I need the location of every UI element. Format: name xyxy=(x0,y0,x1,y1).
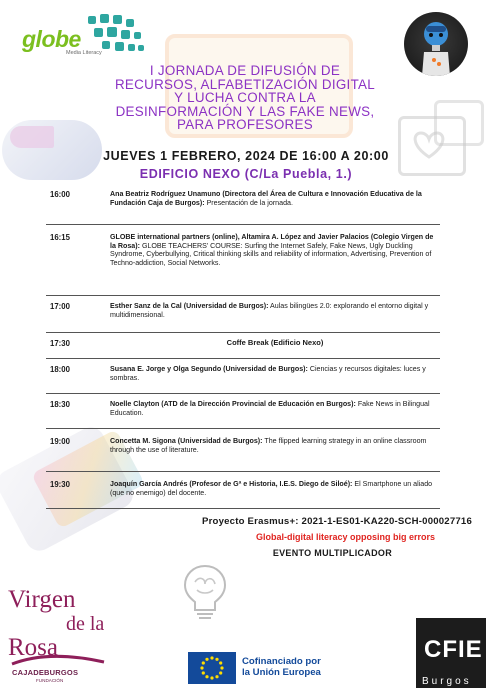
schedule-speaker: Joaquín García Andrés (Profesor de Gª e Historia, I.E.S. Diego de Siloé): xyxy=(110,480,353,488)
schedule-description xyxy=(110,302,440,332)
schedule-row xyxy=(46,333,440,359)
schedule-row xyxy=(46,225,440,296)
virgen-de-la-rosa-text xyxy=(8,588,104,660)
globe-logo-text: globe xyxy=(22,26,81,52)
schedule-topic: Ciencias y recursos digitales: luces y sombras. xyxy=(110,365,426,382)
schedule-speaker: Ana Beatriz Rodríguez Unamuno (Directora del Área de Cultura e Innovación Educativa de la Fundación Caja de Burgos): xyxy=(110,190,422,207)
schedule-speaker: Noelle Clayton (ATD de la Dirección Provincial de Educación en Burgos): xyxy=(110,400,356,408)
eu-cofunded-text xyxy=(242,656,321,678)
schedule-topic: Fake News in Bilingual Education. xyxy=(110,400,430,417)
project-slogan: Global-digital literacy opposing big errors xyxy=(255,532,435,542)
schedule-row xyxy=(46,186,440,225)
virgen-line: Rosa xyxy=(8,634,58,661)
virgen-line: Virgen xyxy=(8,586,76,613)
event-type-label: EVENTO MULTIPLICADOR xyxy=(272,548,392,558)
schedule-time: 19:30 xyxy=(50,480,70,489)
eu-line: la Unión Europea xyxy=(242,667,321,678)
schedule-time: 17:30 xyxy=(50,339,70,348)
event-venue: EDIFICIO NEXO (C/La Puebla, 1.) xyxy=(139,167,353,181)
cfie-label: CFIE xyxy=(424,636,483,663)
schedule-description xyxy=(110,233,440,295)
caja-burgos-label: CAJADEBURGOS xyxy=(12,668,79,677)
title-line: PARA PROFESORES xyxy=(177,117,313,133)
title-line: I JORNADA DE DIFUSIÓN DE xyxy=(149,63,341,78)
schedule-row xyxy=(46,359,440,394)
schedule-topic: El Smartphone un aliado (que no enemigo) del docente. xyxy=(110,480,433,497)
globe-logo-subtext: Media Literacy xyxy=(66,50,102,56)
schedule-description xyxy=(110,400,440,428)
schedule-speaker: Susana E. Jorge y Olga Segundo (Universidad de Burgos): xyxy=(110,365,308,373)
schedule-description xyxy=(110,190,440,224)
schedule-time: 18:00 xyxy=(50,365,70,374)
schedule-description xyxy=(110,339,440,358)
title-line: RECURSOS, ALFABETIZACIÓN DIGITAL xyxy=(114,76,376,92)
schedule-topic: The flipped learning strategy in an online classroom through the use of literature. xyxy=(110,437,427,454)
schedule-table xyxy=(46,186,440,509)
schedule-time: 16:00 xyxy=(50,190,70,199)
schedule-topic: GLOBE TEACHERS' COURSE: Surfing the Internet Safely, Fake News, Ugly Duckling Syndrome, Cyberbullying, Critical thinking skills and reliability of information, Advertising, Prevention of Techno-addiction, Social Networks. xyxy=(110,241,432,267)
schedule-row xyxy=(46,394,440,429)
schedule-row xyxy=(46,472,440,509)
eu-line: Cofinanciado por xyxy=(242,656,321,667)
schedule-topic: Aulas bilingües 2.0: explorando el entorno digital y multidimensional. xyxy=(110,302,429,319)
event-title xyxy=(40,64,450,132)
schedule-row xyxy=(46,296,440,333)
coffee-break-label: Coffe Break (Edificio Nexo) xyxy=(226,338,324,347)
lightbulb-brain-icon xyxy=(175,560,235,620)
eu-flag-icon xyxy=(188,652,236,684)
schedule-row xyxy=(46,429,440,472)
schedule-description xyxy=(110,365,440,393)
caja-burgos-sub: FUNDACIÓN xyxy=(36,678,64,683)
title-line: DESINFORMACIÓN Y LAS FAKE NEWS, xyxy=(115,103,375,119)
virgen-line: de la xyxy=(66,613,105,635)
schedule-speaker: Esther Sanz de la Cal (Universidad de Burgos): xyxy=(110,302,269,310)
erasmus-project-code: Proyecto Erasmus+: 2021-1-ES01-KA220-SCH-000027716 xyxy=(202,516,472,527)
cfie-sub: Burgos xyxy=(422,676,472,687)
schedule-topic: Presentación de la jornada. xyxy=(204,198,293,207)
title-line: Y LUCHA CONTRA LA xyxy=(174,90,316,106)
schedule-speaker: Concetta M. Sigona (Universidad de Burgos): xyxy=(110,437,263,445)
caja-burgos-swoosh-icon xyxy=(8,652,108,668)
schedule-description xyxy=(110,437,440,471)
schedule-time: 17:00 xyxy=(50,302,70,311)
schedule-time: 19:00 xyxy=(50,437,70,446)
schedule-time: 16:15 xyxy=(50,233,70,242)
schedule-speaker: GLOBE international partners (online), Altamira A. López and Javier Palacios (Colegio Virgen de la Rosa): xyxy=(110,233,434,250)
event-date: JUEVES 1 FEBRERO, 2024 DE 16:00 A 20:00 xyxy=(103,149,389,163)
schedule-time: 18:30 xyxy=(50,400,70,409)
schedule-description xyxy=(110,480,440,508)
